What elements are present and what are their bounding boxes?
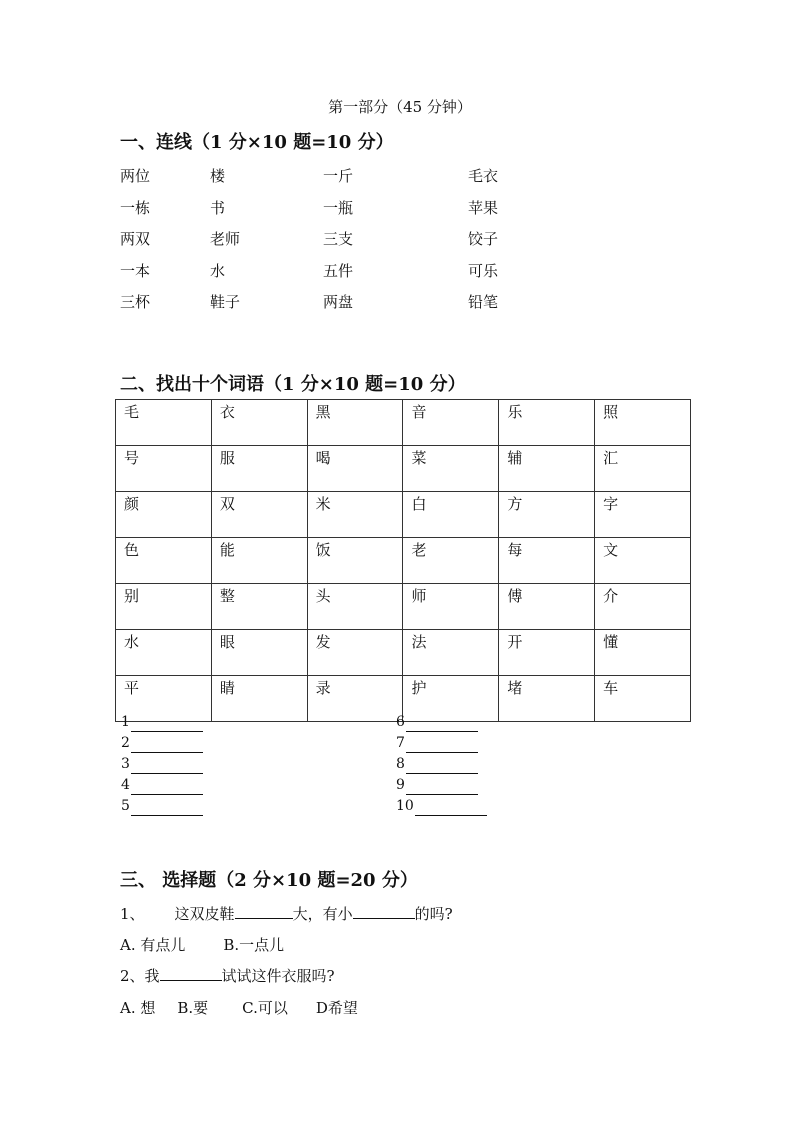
section-3-heading: 三、 选择题（2 分×10 题=20 分）	[120, 870, 418, 891]
question-number: 1、	[120, 905, 145, 923]
grid-cell: 字	[595, 492, 691, 538]
grid-row	[116, 584, 691, 630]
blank-number: 10	[396, 798, 414, 814]
matching-grid	[120, 166, 560, 324]
option-c[interactable]: C.可以	[242, 999, 288, 1017]
question-2-options	[120, 997, 372, 1019]
grid-cell: 饭	[307, 538, 403, 584]
blank-underline[interactable]	[131, 800, 203, 816]
blank-number: 9	[396, 777, 405, 793]
answer-blank[interactable]	[396, 753, 596, 774]
blank-number: 1	[121, 714, 130, 730]
answer-blank[interactable]	[396, 774, 596, 795]
blank-underline[interactable]	[406, 758, 478, 774]
match-item: 毛衣	[468, 167, 499, 185]
answer-blank[interactable]	[396, 711, 596, 732]
answer-blank[interactable]	[121, 795, 321, 816]
match-item: 两位	[120, 167, 151, 185]
match-row	[120, 198, 560, 230]
grid-row	[116, 400, 691, 446]
answer-blanks-right	[396, 711, 596, 816]
answer-blank[interactable]	[121, 774, 321, 795]
grid-cell: 衣	[211, 400, 307, 446]
grid-cell: 文	[595, 538, 691, 584]
option-a[interactable]: A. 有点儿	[120, 936, 186, 954]
blank-number: 8	[396, 756, 405, 772]
match-item: 苹果	[468, 198, 499, 217]
question-text: 大，有小	[292, 905, 353, 923]
grid-cell: 色	[116, 538, 212, 584]
grid-cell: 水	[116, 630, 212, 676]
match-item: 水	[210, 261, 226, 280]
blank-number: 4	[121, 777, 130, 793]
match-item: 可乐	[468, 261, 499, 280]
blank-underline[interactable]	[131, 758, 203, 774]
answer-blank[interactable]	[396, 795, 596, 816]
match-item: 一斤	[323, 167, 354, 185]
grid-cell: 老	[403, 538, 499, 584]
answer-blank[interactable]	[396, 732, 596, 753]
blank-number: 3	[121, 756, 130, 772]
blank-underline[interactable]	[131, 737, 203, 753]
grid-cell: 辅	[499, 446, 595, 492]
question-blank[interactable]	[235, 903, 293, 919]
match-item: 楼	[210, 167, 226, 185]
grid-row	[116, 630, 691, 676]
blank-underline[interactable]	[415, 800, 487, 816]
grid-cell: 录	[307, 676, 403, 722]
grid-cell: 菜	[403, 446, 499, 492]
match-item: 一栋	[120, 198, 151, 217]
match-item: 五件	[323, 261, 354, 280]
grid-cell: 黑	[307, 400, 403, 446]
match-item: 饺子	[468, 230, 499, 248]
grid-row	[116, 492, 691, 538]
option-b[interactable]: B.要	[177, 999, 209, 1017]
match-item: 铅笔	[468, 293, 499, 311]
match-item: 书	[210, 198, 226, 217]
grid-cell: 喝	[307, 446, 403, 492]
grid-cell: 法	[403, 630, 499, 676]
page-title: 第一部分（45 分钟）	[328, 98, 472, 116]
blank-underline[interactable]	[406, 779, 478, 795]
blank-underline[interactable]	[406, 737, 478, 753]
grid-cell: 毛	[116, 400, 212, 446]
match-row	[120, 261, 560, 293]
grid-cell: 整	[211, 584, 307, 630]
grid-cell: 米	[307, 492, 403, 538]
grid-cell: 眼	[211, 630, 307, 676]
question-text: 试试这件衣服吗?	[221, 967, 335, 985]
blank-number: 6	[396, 714, 405, 730]
question-2	[120, 965, 335, 987]
grid-cell: 师	[403, 584, 499, 630]
grid-row	[116, 538, 691, 584]
grid-cell: 睛	[211, 676, 307, 722]
match-item: 两盘	[323, 293, 354, 311]
grid-cell: 方	[499, 492, 595, 538]
question-text: 2、我	[120, 967, 160, 985]
blank-number: 7	[396, 735, 405, 751]
answer-blank[interactable]	[121, 732, 321, 753]
grid-cell: 别	[116, 584, 212, 630]
blank-underline[interactable]	[406, 716, 478, 732]
grid-cell: 发	[307, 630, 403, 676]
match-item: 老师	[210, 230, 241, 248]
grid-cell: 乐	[499, 400, 595, 446]
section-1-heading: 一、连线（1 分×10 题=10 分）	[120, 132, 394, 153]
grid-cell: 照	[595, 400, 691, 446]
match-item: 鞋子	[210, 293, 241, 311]
grid-cell: 白	[403, 492, 499, 538]
grid-cell: 音	[403, 400, 499, 446]
grid-cell: 颜	[116, 492, 212, 538]
blank-number: 5	[121, 798, 130, 814]
grid-cell: 汇	[595, 446, 691, 492]
question-1-options	[120, 934, 298, 956]
blank-underline[interactable]	[131, 716, 203, 732]
grid-cell: 懂	[595, 630, 691, 676]
grid-cell: 介	[595, 584, 691, 630]
grid-cell: 能	[211, 538, 307, 584]
grid-cell: 号	[116, 446, 212, 492]
grid-cell: 每	[499, 538, 595, 584]
question-blank[interactable]	[353, 903, 415, 919]
option-d[interactable]: D希望	[315, 999, 358, 1017]
match-row	[120, 166, 560, 198]
match-item: 一本	[120, 261, 151, 280]
answer-blank[interactable]	[121, 753, 321, 774]
character-grid	[115, 399, 691, 722]
match-row	[120, 229, 560, 261]
match-row	[120, 292, 560, 324]
answer-blanks-left	[121, 711, 321, 816]
question-1	[120, 903, 453, 925]
grid-cell: 护	[403, 676, 499, 722]
blank-number: 2	[121, 735, 130, 751]
match-item: 两双	[120, 230, 151, 248]
blank-underline[interactable]	[131, 779, 203, 795]
match-item: 一瓶	[323, 198, 354, 217]
option-a[interactable]: A. 想	[120, 999, 156, 1017]
grid-cell: 平	[116, 676, 212, 722]
answer-blank[interactable]	[121, 711, 321, 732]
match-item: 三支	[323, 230, 354, 248]
grid-cell: 开	[499, 630, 595, 676]
question-blank[interactable]	[160, 965, 222, 981]
match-item: 三杯	[120, 293, 151, 311]
question-text: 这双皮鞋	[174, 905, 235, 923]
option-b[interactable]: B.一点儿	[223, 936, 285, 954]
grid-cell: 车	[595, 676, 691, 722]
grid-row	[116, 446, 691, 492]
question-text: 的吗?	[414, 905, 453, 923]
grid-cell: 双	[211, 492, 307, 538]
grid-cell: 堵	[499, 676, 595, 722]
grid-cell: 服	[211, 446, 307, 492]
grid-cell: 傅	[499, 584, 595, 630]
grid-cell: 头	[307, 584, 403, 630]
section-2-heading: 二、找出十个词语（1 分×10 题=10 分）	[120, 374, 466, 395]
